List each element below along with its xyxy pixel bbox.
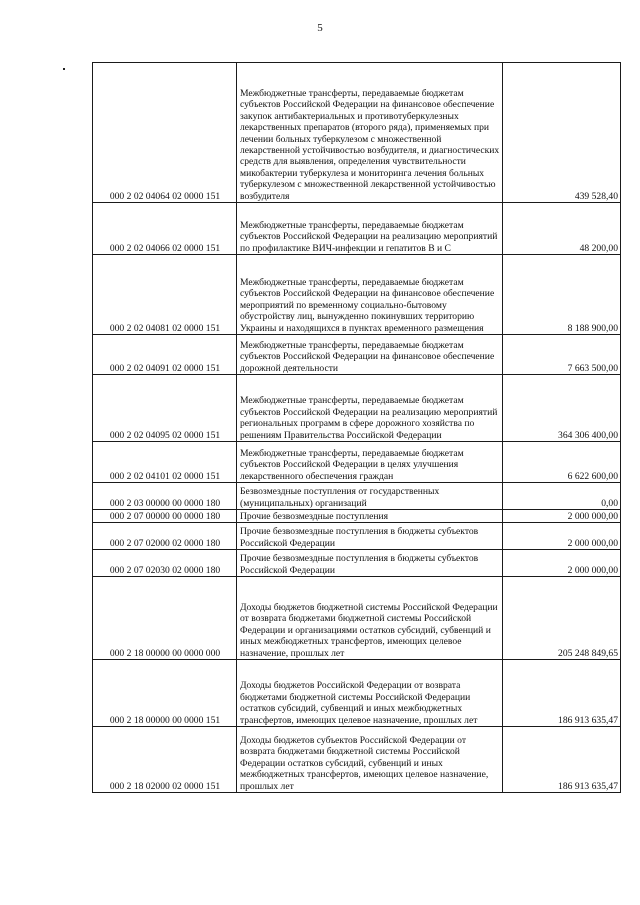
row-amount: 48 200,00 — [503, 203, 621, 255]
row-code: 000 2 07 02030 02 0000 180 — [93, 550, 237, 577]
table-row — [93, 577, 621, 660]
row-amount: 364 306 400,00 — [503, 375, 621, 442]
row-amount: 2 000 000,00 — [503, 550, 621, 577]
row-code: 000 2 07 00000 00 0000 180 — [93, 510, 237, 523]
row-amount: 439 528,40 — [503, 63, 621, 203]
row-description: Доходы бюджетов субъектов Российской Федерации от возврата бюджетами бюджетной системы Российской Федерации остатков субсидий, субвенций и иных межбюджетных трансфертов, имеющих целевое назначение, прошлых лет — [237, 727, 503, 793]
table-row — [93, 442, 621, 483]
row-description: Межбюджетные трансферты, передаваемые бюджетам субъектов Российской Федерации на финансовое обеспечение дорожной деятельности — [237, 335, 503, 375]
row-amount: 7 663 500,00 — [503, 335, 621, 375]
row-amount: 2 000 000,00 — [503, 523, 621, 550]
row-code: 000 2 07 02000 02 0000 180 — [93, 523, 237, 550]
row-description: Прочие безвозмездные поступления — [237, 510, 503, 523]
row-code: 000 2 18 02000 02 0000 151 — [93, 727, 237, 793]
row-code: 000 2 03 00000 00 0000 180 — [93, 483, 237, 510]
page-number: 5 — [317, 22, 323, 34]
row-description: Доходы бюджетов бюджетной системы Российской Федерации от возврата бюджетами бюджетной системы Российской Федерации и организациями остатков субсидий, субвенций и иных межбюджетных трансфертов, имеющих целевое назначение, прошлых лет — [237, 577, 503, 660]
table-row — [93, 63, 621, 203]
row-amount: 0,00 — [503, 483, 621, 510]
revenue-table — [92, 62, 621, 793]
table-row — [93, 510, 621, 523]
table-row — [93, 255, 621, 335]
row-amount: 186 913 635,47 — [503, 660, 621, 727]
row-description: Межбюджетные трансферты, передаваемые бюджетам субъектов Российской Федерации на финансовое обеспечение закупок антибактериальных и противотуберкулезных лекарственных препаратов (второго ряда), применяемых при лечении больных туберкулезом с множественной лекарственной устойчивостью возбудителя, и диагностических средств для выявления, определения чувствительности микобактерии туберкулеза и мониторинга лечения больных туберкулезом с множественной лекарственной устойчивостью возбудителя — [237, 63, 503, 203]
table-row — [93, 203, 621, 255]
row-amount: 205 248 849,65 — [503, 577, 621, 660]
table-row — [93, 727, 621, 793]
row-description: Межбюджетные трансферты, передаваемые бюджетам субъектов Российской Федерации в целях улучшения лекарственного обеспечения граждан — [237, 442, 503, 483]
table-row — [93, 550, 621, 577]
row-description: Межбюджетные трансферты, передаваемые бюджетам субъектов Российской Федерации на финансовое обеспечение мероприятий по временному социально-бытовому обустройству лиц, вынужденно покинувших территорию Украины и находящихся в пунктах временного размещения — [237, 255, 503, 335]
row-description: Прочие безвозмездные поступления в бюджеты субъектов Российской Федерации — [237, 523, 503, 550]
row-code: 000 2 18 00000 00 0000 000 — [93, 577, 237, 660]
row-amount: 6 622 600,00 — [503, 442, 621, 483]
row-description: Безвозмездные поступления от государственных (муниципальных) организаций — [237, 483, 503, 510]
row-code: 000 2 02 04064 02 0000 151 — [93, 63, 237, 203]
row-code: 000 2 18 00000 00 0000 151 — [93, 660, 237, 727]
table-row — [93, 335, 621, 375]
table-row — [93, 375, 621, 442]
row-code: 000 2 02 04095 02 0000 151 — [93, 375, 237, 442]
table-row — [93, 523, 621, 550]
row-description: Доходы бюджетов Российской Федерации от возврата бюджетами бюджетной системы Российской Федерации остатков субсидий, субвенций и иных межбюджетных трансфертов, имеющих целевое назначение, прошлых лет — [237, 660, 503, 727]
row-code: 000 2 02 04091 02 0000 151 — [93, 335, 237, 375]
row-code: 000 2 02 04101 02 0000 151 — [93, 442, 237, 483]
row-amount: 186 913 635,47 — [503, 727, 621, 793]
row-description: Прочие безвозмездные поступления в бюджеты субъектов Российской Федерации — [237, 550, 503, 577]
scan-mark — [63, 68, 65, 70]
row-code: 000 2 02 04081 02 0000 151 — [93, 255, 237, 335]
row-description: Межбюджетные трансферты, передаваемые бюджетам субъектов Российской Федерации на реализацию мероприятий региональных программ в сфере дорожного хозяйства по решениям Правительства Российской Федерации — [237, 375, 503, 442]
row-amount: 2 000 000,00 — [503, 510, 621, 523]
row-amount: 8 188 900,00 — [503, 255, 621, 335]
row-code: 000 2 02 04066 02 0000 151 — [93, 203, 237, 255]
table-row — [93, 483, 621, 510]
row-description: Межбюджетные трансферты, передаваемые бюджетам субъектов Российской Федерации на реализацию мероприятий по профилактике ВИЧ-инфекции и гепатитов В и С — [237, 203, 503, 255]
table-row — [93, 660, 621, 727]
